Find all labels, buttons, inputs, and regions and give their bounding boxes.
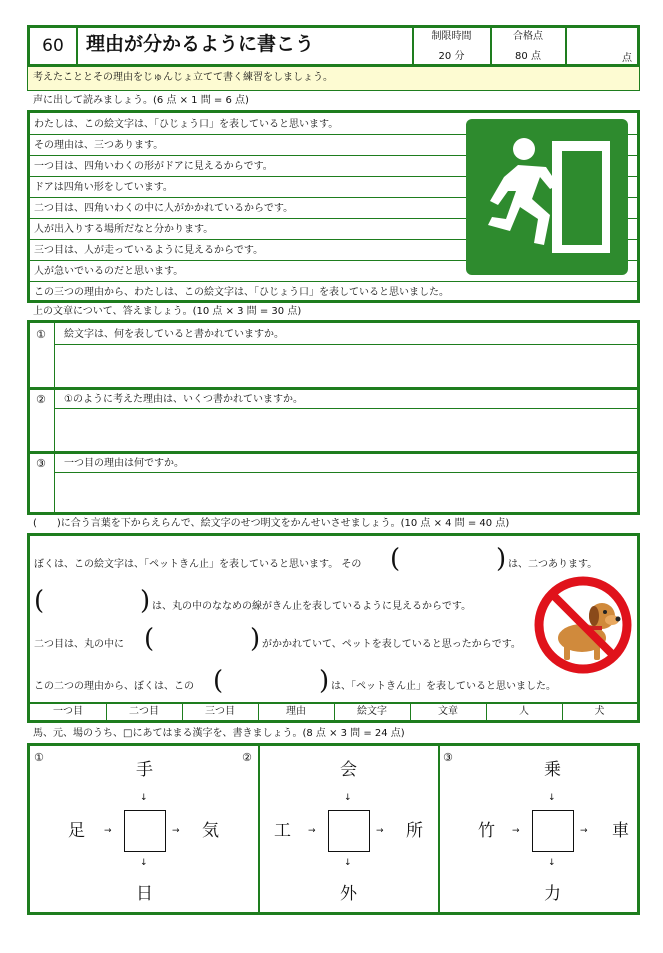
puzzle-3-number: ③ [443,751,453,764]
puzzle-1-answer-box[interactable] [124,810,166,852]
blank-3-open: ( [144,624,155,654]
puzzle-3-right: 車 [612,821,629,841]
pass-score-label: 合格点 [513,31,543,42]
section4-heading: 馬、元、場のうち、□にあてはまる漢字を、書きましょう。(8 点 × 3 問 = 24 点) [33,728,405,739]
passage-line-1: わたしは、この絵文字は、「ひじょう口」を表していると思います。 [34,119,339,130]
blank-1-open: ( [390,544,401,574]
puzzle-2-number: ② [242,751,252,764]
puzzle-3-answer-box[interactable] [532,810,574,852]
puzzle-1-bottom: 日 [136,884,153,904]
arrow-down-icon: ↓ [140,858,148,868]
word-choice: 犬 [594,706,605,717]
puzzle-3-bottom: 力 [544,884,561,904]
word-choice: 文章 [438,706,458,717]
word-choice: 二つ目 [129,706,159,717]
passage-line-8: 人が急いでいるのだと思います。 [34,266,184,277]
question-1-text: 絵文字は、何を表していると書かれていますか。 [64,329,284,340]
puzzle-2-bottom: 外 [340,884,357,904]
passage-line-4: ドアは四角い形をしています。 [34,182,173,193]
no-pets-sign-icon [532,574,634,676]
passage-line-6: 人が出入りする場所だなと分かります。 [34,224,214,235]
fill-line-4a: この二つの理由から、ぼくは、この [34,681,194,692]
passage-line-2: その理由は、三つあります。 [34,140,164,151]
arrow-right-icon: → [376,826,384,836]
puzzle-3-left: 竹 [478,821,495,841]
puzzle-3-top: 乗 [544,760,561,780]
word-choice: 三つ目 [205,706,235,717]
instruction-text: 考えたこととその理由をじゅんじょ立てて書く練習をしましょう。 [33,72,333,83]
page-title: 理由が分かるように書こう [86,33,315,55]
passage-line-7: 三つ目は、人が走っているように見えるからです。 [34,245,264,256]
fill-line-1a: ぼくは、この絵文字は、「ペットきん止」を表していると思います。 その [34,559,362,570]
blank-3-close: ) [250,624,261,654]
questions-box [27,320,640,515]
section3-heading: ( )に合う言葉を下からえらんで、絵文字のせつ明文をかんせいさせましょう。(10 点 × 4 問 = 40 点) [33,518,510,529]
word-choice: 理由 [286,706,306,717]
puzzle-2-left: 工 [274,821,291,841]
question-2-text: ①のように考えた理由は、いくつ書かれていますか。 [64,394,303,405]
passage-line-9: この三つの理由から、わたしは、この絵文字は、「ひじょう口」を表していると思いました。 [34,287,449,298]
word-choice: 一つ目 [53,706,83,717]
time-limit-value: 20 分 [438,51,465,62]
blank-4-field[interactable] [225,670,317,698]
passage-line-5: 二つ目は、四角いわくの中に人がかかれているからです。 [34,203,294,214]
arrow-down-icon: ↓ [548,793,556,803]
blank-2-close: ) [140,586,151,616]
score-unit: 点 [622,53,632,64]
emergency-exit-sign-icon [466,119,628,275]
arrow-right-icon: → [580,826,588,836]
passage-line-3: 一つ目は、四角いわくの形がドアに見えるからです。 [34,161,273,172]
arrow-right-icon: → [172,826,180,836]
section1-heading: 声に出して読みましょう。(6 点 × 1 問 = 6 点) [33,95,249,106]
word-choices-row [30,703,637,720]
blank-1-field[interactable] [402,548,494,576]
instruction-bar [27,67,640,91]
question-2-number: ② [36,393,46,406]
time-limit-label: 制限時間 [431,31,472,42]
word-choice: 人 [519,706,529,717]
blank-1-close: ) [496,544,507,574]
reading-passage-box [27,110,640,303]
puzzle-2-answer-box[interactable] [328,810,370,852]
question-1-number: ① [36,328,46,341]
answer-2-field[interactable] [56,410,636,450]
fill-line-3b: がかかれていて、ペットを表していると思ったからです。 [262,639,521,650]
fill-line-2: は、丸の中のななめの線がきん止を表しているように見えるからです。 [152,601,472,612]
answer-1-field[interactable] [56,346,636,386]
puzzle-1-top: 手 [136,760,153,780]
puzzle-1-left: 足 [68,821,85,841]
arrow-down-icon: ↓ [548,858,556,868]
worksheet-number: 60 [42,36,64,56]
question-3-text: 一つ目の理由は何ですか。 [64,458,184,469]
blank-2-field[interactable] [46,590,138,618]
header-box [27,25,640,67]
puzzle-2-top: 会 [340,760,357,780]
arrow-down-icon: ↓ [344,793,352,803]
answer-3-field[interactable] [56,474,636,512]
word-choice: 絵文字 [357,706,387,717]
kanji-puzzle-box [27,743,640,915]
question-3-number: ③ [36,457,46,470]
blank-2-open: ( [34,586,45,616]
arrow-down-icon: ↓ [140,793,148,803]
arrow-down-icon: ↓ [344,858,352,868]
puzzle-1-number: ① [34,751,44,764]
arrow-right-icon: → [104,826,112,836]
arrow-right-icon: → [512,826,520,836]
blank-4-close: ) [319,666,330,696]
fill-line-4b: は、「ペットきん止」を表していると思いました。 [331,681,556,692]
fill-line-1b: は、二つあります。 [508,559,598,570]
blank-3-field[interactable] [156,628,248,656]
fill-line-3a: 二つ目は、丸の中に [34,639,124,650]
arrow-right-icon: → [308,826,316,836]
puzzle-2-right: 所 [406,821,423,841]
pass-score-value: 80 点 [515,51,541,62]
puzzle-1-right: 気 [202,821,219,841]
fill-in-box [27,533,640,723]
section2-heading: 上の文章について、答えましょう。(10 点 × 3 問 = 30 点) [33,306,302,317]
blank-4-open: ( [213,666,224,696]
